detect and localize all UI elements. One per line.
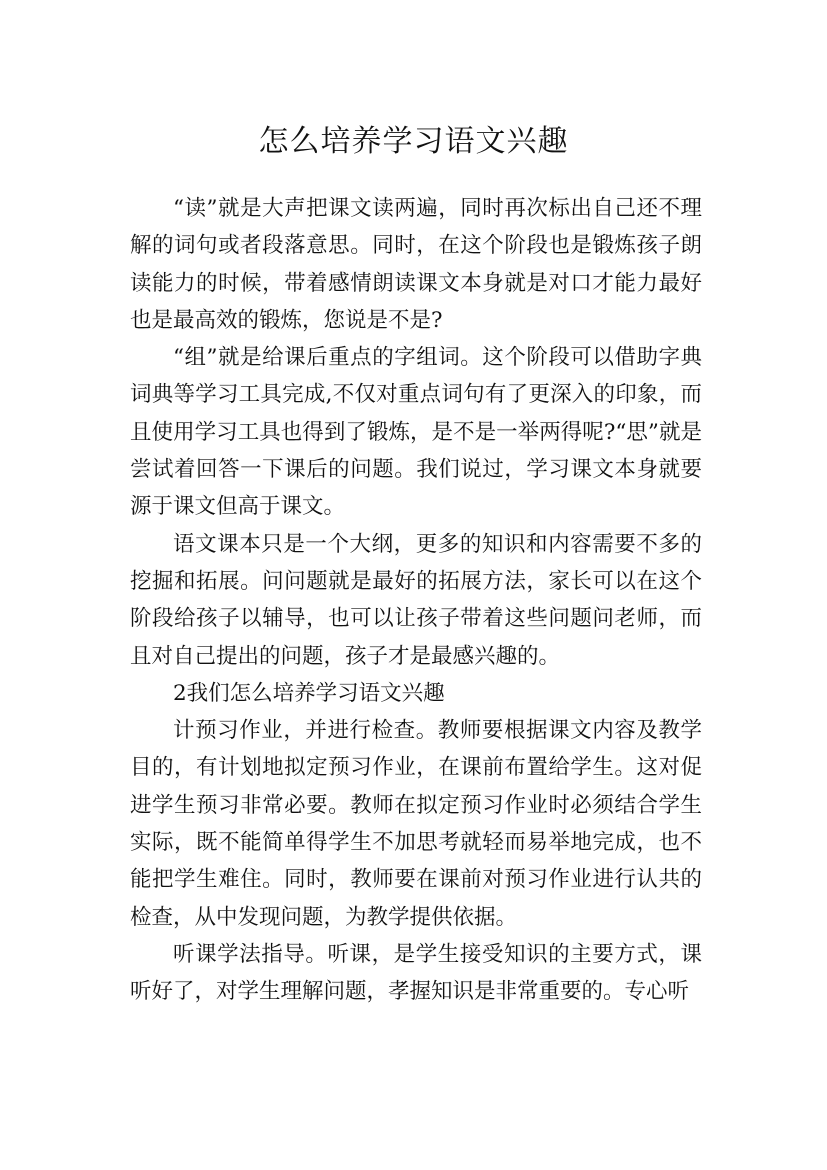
section-heading: 2我们怎么培养学习语文兴趣 bbox=[173, 680, 445, 706]
paragraph-preview-homework: 计预习作业，并进行检查。教师要根据课文内容及教学目的，有计划地拟定预习作业，在课前布置给学生。这对促进学生预习非常必要。教师在拟定预习作业时必须结合学生实际，既不能简单得学生不加思考就轻而易举地完成，也不能把学生难住。同时，教师要在课前对预习作业进行认共的检查，从中发现问题，为教学提供依据。 bbox=[130, 718, 702, 930]
paragraph-read: “读”就是大声把课文读两遍，同时再次标出自己还不理解的词句或者段落意思。同时，在这个阶段也是锻炼孩子朗读能力的时候，带着感情朗读课文本身就是对口才能力最好也是最高效的锻炼，您说是不是? bbox=[130, 196, 702, 333]
document-title: 怎么培养学习语文兴趣 bbox=[258, 124, 569, 160]
paragraph-group-think: “组”就是给课后重点的字组词。这个阶段可以借助字典词典等学习工具完成,不仅对重点词句有了更深入的印象，而且使用学习工具也得到了锻炼，是不是一举两得呢?“思”就是尝试着回答一下课后的问题。我们说过，学习课文本身就要源于课文但高于课文。 bbox=[130, 345, 702, 520]
paragraph-listening-guidance: 听课学法指导。听课，是学生接受知识的主要方式，课听好了，对学生理解问题，孝握知识是非常重要的。专心听 bbox=[130, 941, 702, 1005]
document-body bbox=[130, 190, 702, 1011]
paragraph-textbook-outline: 语文课本只是一个大纲，更多的知识和内容需要不多的挖掘和拓展。问问题就是最好的拓展方法，家长可以在这个阶段给孩子以辅导，也可以让孩子带着这些问题问老师，而且对自己提出的问题，孩子才是最感兴趣的。 bbox=[130, 531, 702, 669]
